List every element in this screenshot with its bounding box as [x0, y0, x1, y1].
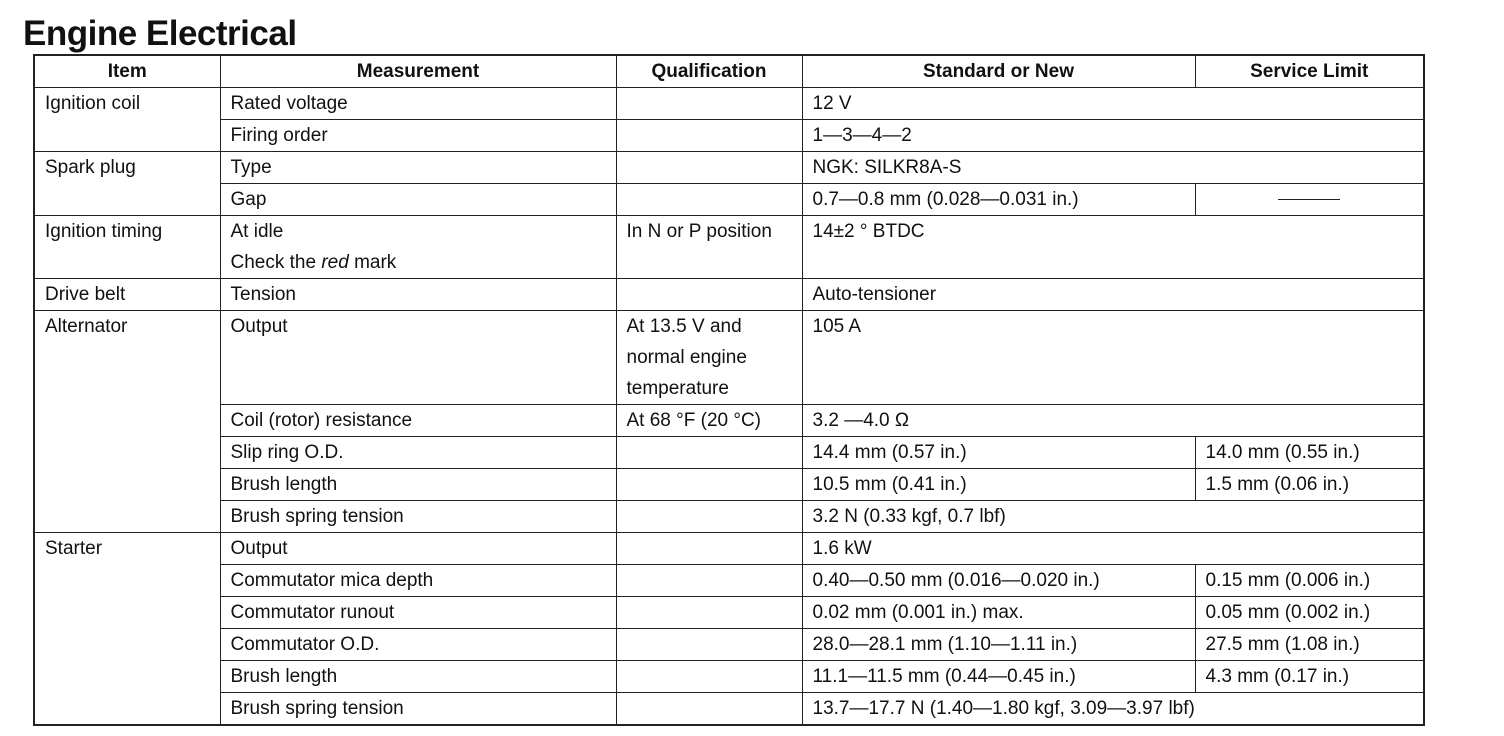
page-title: Engine Electrical [23, 14, 297, 53]
table-row [34, 501, 1424, 533]
item-cell [34, 501, 220, 533]
standard-cell: 11.1—11.5 mm (0.44—0.45 in.) [802, 661, 1195, 693]
qualification-cell [616, 469, 802, 501]
qualification-cell [616, 184, 802, 216]
standard-cell: 10.5 mm (0.41 in.) [802, 469, 1195, 501]
service-limit-cell: 27.5 mm (1.08 in.) [1195, 629, 1424, 661]
qualification-cell [616, 661, 802, 693]
item-cell: Alternator [34, 311, 220, 405]
red-mark-emphasis: red [321, 252, 349, 273]
service-limit-cell: 1.5 mm (0.06 in.) [1195, 469, 1424, 501]
table-row [34, 311, 1424, 405]
standard-cell: 1—3—4—2 [802, 120, 1424, 152]
standard-cell: 0.40—0.50 mm (0.016—0.020 in.) [802, 565, 1195, 597]
table-row [34, 597, 1424, 629]
measurement-cell: Commutator O.D. [220, 629, 616, 661]
item-cell: Drive belt [34, 279, 220, 311]
table-row [34, 405, 1424, 437]
standard-cell: NGK: SILKR8A-S [802, 152, 1424, 184]
standard-cell: 28.0—28.1 mm (1.10—1.11 in.) [802, 629, 1195, 661]
qualification-cell [616, 279, 802, 311]
measurement-cell: Brush spring tension [220, 693, 616, 726]
standard-cell: 0.02 mm (0.001 in.) max. [802, 597, 1195, 629]
item-cell [34, 184, 220, 216]
item-cell [34, 597, 220, 629]
standard-cell: 3.2 N (0.33 kgf, 0.7 lbf) [802, 501, 1424, 533]
table-row [34, 120, 1424, 152]
table-row [34, 152, 1424, 184]
header-qualification: Qualification [616, 55, 802, 88]
measurement-cell: Slip ring O.D. [220, 437, 616, 469]
qualification-cell: In N or P position [616, 216, 802, 279]
item-cell [34, 437, 220, 469]
measurement-cell: Brush spring tension [220, 501, 616, 533]
table-row [34, 693, 1424, 726]
standard-cell: 12 V [802, 88, 1424, 120]
measurement-cell: Type [220, 152, 616, 184]
table-row [34, 629, 1424, 661]
table-row [34, 661, 1424, 693]
measurement-cell: Brush length [220, 661, 616, 693]
qualification-cell [616, 437, 802, 469]
service-limit-cell: 0.15 mm (0.006 in.) [1195, 565, 1424, 597]
measurement-line-1: At idle [230, 221, 284, 242]
measurement-cell: Coil (rotor) resistance [220, 405, 616, 437]
qualification-cell [616, 120, 802, 152]
qualification-cell: At 13.5 V and normal engine temperature [616, 311, 802, 405]
qualification-cell [616, 629, 802, 661]
standard-cell: 105 A [802, 311, 1424, 405]
measurement-cell [220, 216, 616, 279]
standard-cell: 0.7—0.8 mm (0.028—0.031 in.) [802, 184, 1195, 216]
table-row [34, 216, 1424, 279]
service-limit-cell [1195, 184, 1424, 216]
qualification-cell [616, 501, 802, 533]
qualification-cell [616, 693, 802, 726]
table-row [34, 565, 1424, 597]
header-measurement: Measurement [220, 55, 616, 88]
table-row [34, 88, 1424, 120]
standard-cell: 13.7—17.7 N (1.40—1.80 kgf, 3.09—3.97 lbf) [802, 693, 1424, 726]
measurement-cell: Commutator runout [220, 597, 616, 629]
item-cell: Ignition timing [34, 216, 220, 279]
measurement-cell: Gap [220, 184, 616, 216]
measurement-line-2: Check the red mark [230, 252, 397, 273]
item-cell [34, 661, 220, 693]
standard-cell: 14±2 ° BTDC [802, 216, 1424, 279]
qualification-cell: At 68 °F (20 °C) [616, 405, 802, 437]
standard-cell: 14.4 mm (0.57 in.) [802, 437, 1195, 469]
measurement-cell: Output [220, 533, 616, 565]
standard-cell: Auto-tensioner [802, 279, 1424, 311]
item-cell [34, 565, 220, 597]
item-cell: Spark plug [34, 152, 220, 184]
measurement-cell: Brush length [220, 469, 616, 501]
header-service-limit: Service Limit [1195, 55, 1424, 88]
table-header-row [34, 55, 1424, 88]
table-row [34, 184, 1424, 216]
qualification-cell [616, 533, 802, 565]
qualification-cell [616, 565, 802, 597]
measurement-cell: Tension [220, 279, 616, 311]
header-item: Item [34, 55, 220, 88]
qualification-cell [616, 152, 802, 184]
item-cell [34, 629, 220, 661]
header-standard: Standard or New [802, 55, 1195, 88]
not-applicable-dash [1278, 199, 1340, 200]
item-cell: Starter [34, 533, 220, 565]
item-cell [34, 120, 220, 152]
qualification-cell [616, 88, 802, 120]
spec-table [33, 54, 1425, 726]
item-cell [34, 693, 220, 726]
table-row [34, 279, 1424, 311]
qualification-cell [616, 597, 802, 629]
item-cell [34, 405, 220, 437]
measurement-cell: Firing order [220, 120, 616, 152]
table-row [34, 469, 1424, 501]
service-limit-cell: 14.0 mm (0.55 in.) [1195, 437, 1424, 469]
standard-cell: 3.2 —4.0 Ω [802, 405, 1424, 437]
service-limit-cell: 4.3 mm (0.17 in.) [1195, 661, 1424, 693]
measurement-cell: Output [220, 311, 616, 405]
table-row [34, 533, 1424, 565]
item-cell [34, 469, 220, 501]
standard-cell: 1.6 kW [802, 533, 1424, 565]
table-row [34, 437, 1424, 469]
measurement-cell: Rated voltage [220, 88, 616, 120]
measurement-cell: Commutator mica depth [220, 565, 616, 597]
service-limit-cell: 0.05 mm (0.002 in.) [1195, 597, 1424, 629]
item-cell: Ignition coil [34, 88, 220, 120]
